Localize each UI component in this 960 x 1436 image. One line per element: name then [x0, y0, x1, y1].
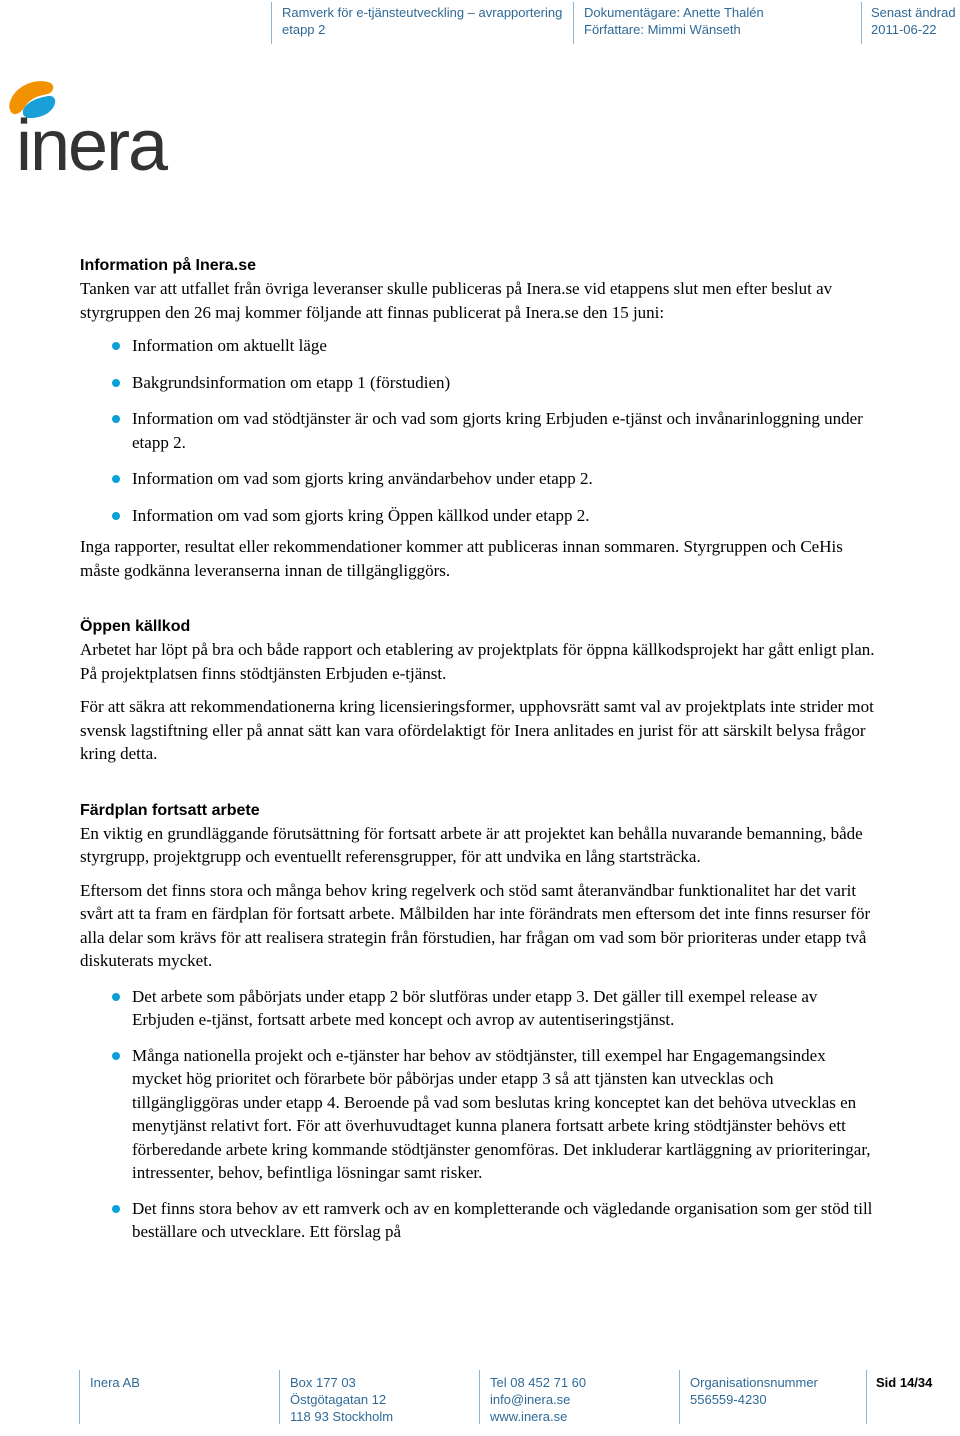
footer-email-link[interactable]: info@inera.se: [490, 1392, 571, 1407]
footer-website-link[interactable]: www.inera.se: [490, 1409, 568, 1424]
footer-divider: [279, 1370, 280, 1424]
list-item: [80, 407, 880, 454]
list-item-text: Information om vad stödtjänster är och vad som gjorts kring Erbjuden e-tjänst och invånarinloggning under etapp 2.: [132, 409, 863, 452]
list-item: [80, 334, 880, 358]
header-changed-date: 2011-06-22: [871, 22, 937, 37]
footer-phone: Tel 08 452 71 60: [490, 1375, 587, 1390]
header-project-line1: Ramverk för e-tjänsteutveckling – avrapportering: [282, 5, 563, 20]
oss-paragraph-2: För att säkra att rekommendationerna kring licensieringsformer, upphovsrätt samt val av projektplats inte strider mot svensk lagstiftning eller på annat sätt kan vara ofördelaktigt för Inera anlitades en jurist för att särskilt belysa frågor kring detta.: [80, 697, 874, 763]
footer-company: Inera AB: [90, 1375, 140, 1390]
list-item-text: Information om vad som gjorts kring användarbehov under etapp 2.: [132, 469, 593, 488]
footer-contact: [490, 1374, 586, 1425]
document-body: [80, 255, 880, 1252]
footer-divider: [679, 1370, 680, 1424]
header-changed-label: Senast ändrad: [871, 5, 956, 20]
list-item: [80, 1197, 880, 1244]
info-bullet-list: [80, 334, 880, 527]
info-intro: Tanken var att utfallet från övriga leveranser skulle publiceras på Inera.se vid etappens slut men efter beslut av styrgruppen den 26 maj kommer följande att finnas publicerat på Inera.se den 15 juni:: [80, 279, 833, 322]
section-heading-plan: Färdplan fortsatt arbete: [80, 801, 260, 819]
list-item: [80, 504, 880, 528]
footer-divider: [479, 1370, 480, 1424]
footer-address-line: Box 177 03: [290, 1375, 356, 1390]
footer-address-line: 118 93 Stockholm: [290, 1409, 394, 1424]
header-owner-line1: Dokumentägare: Anette Thalén: [584, 5, 764, 20]
plan-paragraph-1: En viktig en grundläggande förutsättning för fortsatt arbete är att projektet kan behålla nuvarande bemanning, både styrgrupp, projektgrupp och eventuellt referensgrupper, för att undvika en lång startsträcka.: [80, 823, 863, 866]
bullet-dot-icon: [112, 1205, 120, 1213]
header-project: [282, 4, 562, 38]
list-item-text: Det finns stora behov av ett ramverk och av en kompletterande och vägledande organisation som ger stöd till beställare och utvecklare. Ett förslag på: [132, 1198, 873, 1241]
oss-paragraph-1: Arbetet har löpt på bra och både rapport och etablering av projektplats för öppna källkodsprojekt har gått enligt plan. På projektplatsen finns stödtjänsten Erbjuden e-tjänst.: [80, 640, 875, 683]
section-heading-oss: Öppen källkod: [80, 618, 191, 635]
header-divider: [271, 2, 272, 44]
header-changed: [871, 4, 956, 38]
list-item: [80, 1044, 880, 1185]
list-item: [80, 985, 880, 1032]
list-item-text: Många nationella projekt och e-tjänster har behov av stödtjänster, till exempel har Engagemangsindex mycket hög prioritet och förarbete bör påbörjas under etapp 3 så att tjänsten kan utvecklas och tillgängliggöras under etapp 4. Beroende på vad som beslutas kring konceptet kan det behöva utvecklas en menytjänst relativt fort. För att överhuvudtaget kunna planera fortsatt arbete kring stödtjänster behövs ett förberedande arbete kring kommande stödtjänster genomföras. Det inkluderar kartläggning av prioriteringar, intressenter, behov, befintliga lösningar samt risker.: [132, 1045, 871, 1182]
header-author-line: Författare: Mimmi Wänseth: [584, 22, 741, 37]
section-heading-info: Information på Inera.se: [80, 257, 257, 274]
footer-org-number: 556559-4230: [690, 1392, 767, 1407]
bullet-dot-icon: [112, 475, 120, 483]
bullet-dot-icon: [112, 1052, 120, 1060]
header-owner: [584, 4, 764, 38]
footer-divider: [866, 1370, 867, 1424]
bullet-dot-icon: [112, 342, 120, 350]
logo-wordmark: inera: [16, 106, 167, 186]
footer-org: [690, 1374, 818, 1408]
list-item-text: Information om aktuellt läge: [132, 336, 327, 355]
header-project-line2: etapp 2: [282, 22, 326, 37]
footer-divider: [79, 1370, 80, 1424]
header-divider: [861, 2, 862, 44]
bullet-dot-icon: [112, 993, 120, 1001]
list-item-text: Information om vad som gjorts kring Öppen källkod under etapp 2.: [132, 505, 590, 525]
header-divider: [573, 2, 574, 44]
footer-address: [290, 1374, 393, 1425]
list-item: [80, 371, 880, 395]
list-item-text: Bakgrundsinformation om etapp 1 (förstudien): [132, 372, 451, 392]
plan-paragraph-2: Eftersom det finns stora och många behov kring regelverk och stöd samt återanvändbar funktionalitet har det varit svårt att ta fram en färdplan för fortsatt arbete. Målbilden har inte förändrats men eftersom det inte finns resurser för alla delar som krävs för att realisera strategin från förstudien, har frågan om vad som bör prioriteras under etapp två diskuterats mycket.: [80, 880, 871, 970]
footer-address-line: Östgötagatan 12: [290, 1392, 387, 1407]
page-number: Sid 14/34: [876, 1375, 933, 1390]
bullet-dot-icon: [112, 379, 120, 387]
footer-org-label: Organisationsnummer: [690, 1375, 818, 1390]
bullet-dot-icon: [112, 415, 120, 423]
plan-bullet-list: [80, 985, 880, 1244]
bullet-dot-icon: [112, 512, 120, 520]
list-item: [80, 467, 880, 491]
info-outro: Inga rapporter, resultat eller rekommendationer kommer att publiceras innan sommaren. Styrgruppen och CeHis måste godkänna leveranserna innan de tillgängliggörs.: [80, 537, 843, 580]
list-item-text: Det arbete som påbörjats under etapp 2 bör slutföras under etapp 3. Det gäller till exempel release av Erbjuden e-tjänst, fortsatt arbete med koncept och avrop av autentiseringstjänst.: [132, 986, 818, 1029]
